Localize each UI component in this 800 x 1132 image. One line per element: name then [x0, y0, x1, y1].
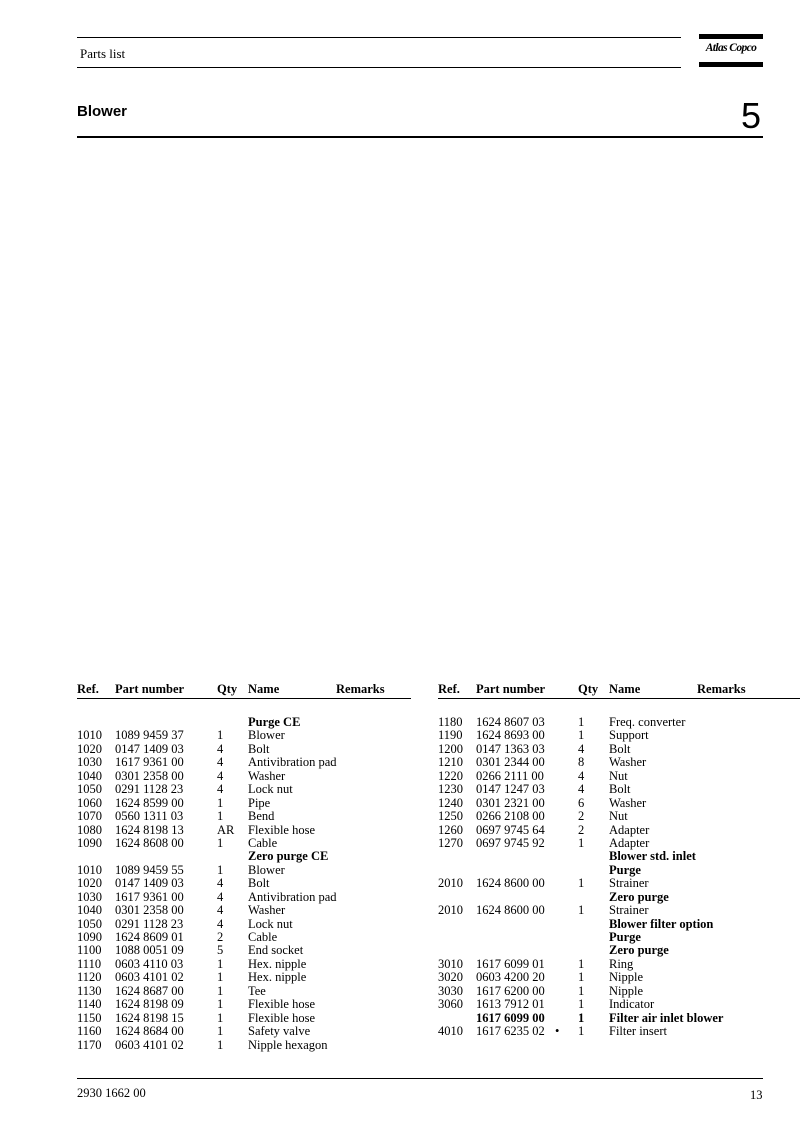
- cell-qty: 4: [217, 903, 224, 918]
- cell-name: Nut: [609, 768, 628, 783]
- cell-qty: 1: [217, 1037, 224, 1052]
- cell-ref: 2010: [438, 903, 463, 918]
- cell-ref: 1260: [438, 822, 463, 837]
- cell-ref: 1090: [77, 930, 102, 944]
- cell-ref: 1150: [77, 1010, 102, 1025]
- cell-ref: 1100: [77, 943, 102, 958]
- col-name-header: Name: [609, 682, 641, 696]
- cell-part-number: 0291 1128 23: [115, 916, 184, 931]
- cell-name: Antivibration pad: [248, 889, 337, 904]
- cell-ref: 1250: [438, 809, 463, 824]
- table-row: [77, 864, 411, 877]
- cell-part-number: 1624 8198 09: [115, 997, 184, 1012]
- table-row: [77, 837, 411, 850]
- cell-name: Filter insert: [609, 1024, 667, 1039]
- table-row: [438, 783, 800, 796]
- cell-ref: 1240: [438, 795, 463, 810]
- cell-ref: 1200: [438, 741, 463, 756]
- cell-part-number: 1624 8198 15: [115, 1010, 184, 1025]
- table-row: [77, 716, 411, 729]
- col-name-header: Name: [248, 682, 280, 696]
- cell-part-number: 1624 8600 00: [476, 903, 545, 918]
- cell-ref: 1120: [77, 970, 102, 985]
- cell-ref: 1270: [438, 835, 463, 850]
- cell-part-number: 0147 1247 03: [476, 782, 545, 797]
- cell-part-number: 1617 6235 02: [476, 1024, 545, 1039]
- table-row: [77, 743, 411, 756]
- cell-part-number: 1613 7912 01: [476, 997, 545, 1012]
- cell-name: Lock nut: [248, 916, 293, 931]
- col-remarks-header: Remarks: [336, 682, 385, 696]
- col-ref-header: Ref.: [438, 682, 460, 696]
- cell-name: Indicator: [609, 997, 655, 1012]
- cell-part-number: 1617 9361 00: [115, 755, 184, 770]
- cell-part-number: 0603 4101 02: [115, 1037, 184, 1052]
- cell-part-number: 1088 0051 09: [115, 943, 184, 958]
- cell-name: Nipple: [609, 983, 644, 998]
- table-row: [438, 931, 800, 944]
- cell-part-number: 0291 1128 23: [115, 782, 184, 797]
- table-row: [77, 944, 411, 957]
- table-row: [77, 756, 411, 769]
- cell-part-number: 1624 8609 01: [115, 930, 184, 944]
- table-row: [77, 958, 411, 971]
- cell-marker: •: [555, 1024, 560, 1039]
- cell-ref: 1160: [77, 1024, 102, 1039]
- cell-name: Flexible hose: [248, 997, 316, 1012]
- header-title: Parts list: [80, 46, 126, 61]
- table-row: [438, 944, 800, 957]
- cell-part-number: 0301 2344 00: [476, 755, 545, 770]
- cell-ref: 1040: [77, 768, 102, 783]
- footer-rule: [77, 1078, 763, 1079]
- table-row: [77, 918, 411, 931]
- cell-name: Purge: [609, 930, 641, 944]
- table-body: [77, 716, 411, 1052]
- table-row: [438, 985, 800, 998]
- table-row: [438, 743, 800, 756]
- cell-part-number: 0301 2358 00: [115, 903, 184, 918]
- cell-name: Bolt: [609, 782, 631, 797]
- cell-name: Support: [609, 728, 649, 743]
- table-row: [77, 985, 411, 998]
- cell-name: Washer: [609, 795, 647, 810]
- table-row: [77, 783, 411, 796]
- cell-ref: 1020: [77, 741, 102, 756]
- cell-name: Pipe: [248, 795, 271, 810]
- cell-part-number: 0603 4101 02: [115, 970, 184, 985]
- cell-name: Flexible hose: [248, 1010, 316, 1025]
- parts-table-right: [438, 682, 800, 1039]
- table-row: [438, 864, 800, 877]
- cell-qty: 1: [578, 956, 585, 971]
- cell-qty: 6: [578, 795, 585, 810]
- cell-name: Zero purge: [609, 889, 669, 904]
- cell-qty: 1: [217, 997, 224, 1012]
- cell-name: Strainer: [609, 903, 649, 918]
- header-rule-bottom: [77, 67, 681, 68]
- table-row: [77, 877, 411, 890]
- cell-part-number: 0147 1363 03: [476, 741, 545, 756]
- cell-ref: 1050: [77, 916, 102, 931]
- cell-qty: 1: [578, 1024, 585, 1039]
- cell-part-number: 0697 9745 64: [476, 822, 545, 837]
- cell-name: Bolt: [248, 741, 270, 756]
- cell-qty: 1: [578, 983, 585, 998]
- cell-name: Bolt: [248, 876, 270, 891]
- cell-qty: 1: [217, 809, 224, 824]
- cell-name: End socket: [248, 943, 304, 958]
- cell-name: Cable: [248, 835, 278, 850]
- table-row: [438, 716, 800, 729]
- table-row: [77, 810, 411, 823]
- cell-ref: 2010: [438, 876, 463, 891]
- cell-qty: 4: [217, 755, 224, 770]
- cell-part-number: 0147 1409 03: [115, 741, 184, 756]
- cell-qty: 1: [217, 862, 224, 877]
- cell-part-number: 1089 9459 55: [115, 862, 184, 877]
- col-part-number-header: Part number: [476, 682, 546, 696]
- cell-name: Washer: [609, 755, 647, 770]
- cell-ref: 1110: [77, 956, 102, 971]
- table-row: [438, 810, 800, 823]
- table-row: [77, 850, 411, 863]
- cell-qty: 4: [217, 876, 224, 891]
- cell-qty: 8: [578, 755, 585, 770]
- table-row: [77, 824, 411, 837]
- cell-name: Freq. converter: [609, 715, 686, 729]
- table-row: [438, 1025, 800, 1038]
- table-row: [77, 770, 411, 783]
- table-row: [438, 958, 800, 971]
- table-row: [438, 729, 800, 742]
- cell-part-number: 0147 1409 03: [115, 876, 184, 891]
- cell-name: Washer: [248, 903, 286, 918]
- cell-part-number: 1624 8687 00: [115, 983, 184, 998]
- cell-ref: 1130: [77, 983, 102, 998]
- cell-name: Antivibration pad: [248, 755, 337, 770]
- cell-qty: 1: [217, 795, 224, 810]
- table-row: [438, 891, 800, 904]
- cell-ref: 1220: [438, 768, 463, 783]
- table-row: [438, 837, 800, 850]
- table-row: [77, 1025, 411, 1038]
- cell-qty: 1: [578, 835, 585, 850]
- cell-qty: 1: [578, 715, 585, 729]
- cell-part-number: 1089 9459 37: [115, 728, 184, 743]
- cell-part-number: 0266 2108 00: [476, 809, 545, 824]
- cell-qty: 1: [578, 903, 585, 918]
- cell-qty: 1: [217, 728, 224, 743]
- cell-name: Zero purge: [609, 943, 669, 958]
- cell-part-number: 1624 8599 00: [115, 795, 184, 810]
- cell-part-number: 0603 4200 20: [476, 970, 545, 985]
- table-row: [77, 1012, 411, 1025]
- cell-ref: 1040: [77, 903, 102, 918]
- atlas-copco-logo: [699, 34, 763, 68]
- table-row: [77, 891, 411, 904]
- cell-name: Lock nut: [248, 782, 293, 797]
- cell-qty: 1: [578, 1010, 585, 1025]
- table-row: [438, 918, 800, 931]
- cell-qty: 1: [217, 970, 224, 985]
- table-header: [77, 682, 411, 699]
- cell-ref: 3030: [438, 983, 463, 998]
- cell-ref: 1010: [77, 862, 102, 877]
- table-row: [438, 904, 800, 917]
- cell-ref: 3060: [438, 997, 463, 1012]
- cell-qty: 4: [217, 782, 224, 797]
- table-row: [77, 904, 411, 917]
- cell-name: Blower filter option: [609, 916, 714, 931]
- cell-part-number: 0301 2321 00: [476, 795, 545, 810]
- cell-qty: 2: [578, 822, 585, 837]
- cell-qty: 4: [578, 741, 585, 756]
- table-row: [438, 770, 800, 783]
- cell-qty: 1: [217, 835, 224, 850]
- table-row: [438, 998, 800, 1011]
- cell-part-number: 1617 6099 01: [476, 956, 545, 971]
- cell-qty: 1: [578, 970, 585, 985]
- cell-qty: 1: [578, 997, 585, 1012]
- cell-part-number: 0301 2358 00: [115, 768, 184, 783]
- cell-qty: 4: [217, 741, 224, 756]
- cell-name: Flexible hose: [248, 822, 316, 837]
- cell-qty: 4: [217, 916, 224, 931]
- cell-part-number: 1624 8600 00: [476, 876, 545, 891]
- table-row: [77, 1039, 411, 1052]
- cell-name: Hex. nipple: [248, 956, 307, 971]
- cell-qty: 4: [578, 768, 585, 783]
- cell-name: Bend: [248, 809, 275, 824]
- cell-name: Blower: [248, 862, 285, 877]
- cell-qty: 1: [217, 1010, 224, 1025]
- cell-qty: 4: [217, 768, 224, 783]
- cell-name: Purge: [609, 862, 641, 877]
- cell-part-number: 1617 9361 00: [115, 889, 184, 904]
- cell-part-number: 0560 1311 03: [115, 809, 184, 824]
- cell-name: Washer: [248, 768, 286, 783]
- cell-part-number: 0697 9745 92: [476, 835, 545, 850]
- page-number: 13: [750, 1088, 763, 1102]
- cell-name: Nipple hexagon: [248, 1037, 328, 1052]
- logo-bar-bottom: [699, 62, 763, 67]
- cell-name: Adapter: [609, 835, 650, 850]
- logo-bar-top: [699, 34, 763, 39]
- cell-ref: 1180: [438, 715, 463, 729]
- col-part-number-header: Part number: [115, 682, 185, 696]
- cell-qty: 2: [578, 809, 585, 824]
- cell-ref: 1030: [77, 755, 102, 770]
- cell-part-number: 1624 8608 00: [115, 835, 184, 850]
- cell-ref: 1060: [77, 795, 102, 810]
- cell-ref: 1140: [77, 997, 102, 1012]
- logo-wordmark: Atlas Copco: [705, 42, 757, 54]
- cell-name: Filter air inlet blower: [609, 1010, 724, 1025]
- cell-name: Hex. nipple: [248, 970, 307, 985]
- cell-ref: 1170: [77, 1037, 102, 1052]
- table-row: [77, 931, 411, 944]
- cell-qty: AR: [217, 822, 235, 837]
- table-row: [438, 971, 800, 984]
- table-row: [438, 824, 800, 837]
- cell-qty: 1: [578, 876, 585, 891]
- cell-qty: 1: [217, 1024, 224, 1039]
- cell-qty: 4: [217, 889, 224, 904]
- cell-qty: 1: [217, 983, 224, 998]
- cell-ref: 1210: [438, 755, 463, 770]
- cell-qty: 2: [217, 930, 224, 944]
- table-row: [77, 998, 411, 1011]
- cell-name: Ring: [609, 956, 634, 971]
- table-body: [438, 716, 800, 1039]
- cell-name: Zero purge CE: [248, 849, 329, 864]
- table-row: [438, 1012, 800, 1025]
- cell-part-number: 1624 8693 00: [476, 728, 545, 743]
- cell-ref: 1030: [77, 889, 102, 904]
- section-number: 5: [741, 95, 762, 136]
- table-row: [438, 850, 800, 863]
- cell-name: Blower: [248, 728, 285, 743]
- table-row: [77, 971, 411, 984]
- cell-name: Bolt: [609, 741, 631, 756]
- cell-name: Safety valve: [248, 1024, 311, 1039]
- cell-qty: 1: [578, 728, 585, 743]
- cell-name: Cable: [248, 930, 278, 944]
- table-row: [438, 756, 800, 769]
- cell-ref: 1010: [77, 728, 102, 743]
- cell-name: Blower std. inlet: [609, 849, 696, 864]
- table-row: [77, 797, 411, 810]
- parts-table-left: [77, 682, 411, 1052]
- table-header: [438, 682, 800, 699]
- table-row: [438, 877, 800, 890]
- cell-ref: 3020: [438, 970, 463, 985]
- col-qty-header: Qty: [578, 682, 599, 696]
- cell-part-number: 0266 2111 00: [476, 768, 544, 783]
- col-remarks-header: Remarks: [697, 682, 746, 696]
- col-ref-header: Ref.: [77, 682, 99, 696]
- cell-ref: 3010: [438, 956, 463, 971]
- cell-part-number: 1624 8607 03: [476, 715, 545, 729]
- cell-name: Nut: [609, 809, 628, 824]
- cell-ref: 4010: [438, 1024, 463, 1039]
- cell-name: Nipple: [609, 970, 644, 985]
- cell-ref: 1090: [77, 835, 102, 850]
- cell-name: Strainer: [609, 876, 649, 891]
- cell-part-number: 0603 4110 03: [115, 956, 184, 971]
- section-title: Blower: [77, 103, 128, 120]
- cell-qty: 4: [578, 782, 585, 797]
- cell-part-number: 1624 8684 00: [115, 1024, 184, 1039]
- cell-name: Tee: [248, 983, 266, 998]
- cell-part-number: 1617 6099 00: [476, 1010, 545, 1025]
- cell-qty: 5: [217, 943, 224, 958]
- cell-part-number: 1617 6200 00: [476, 983, 545, 998]
- table-row: [77, 729, 411, 742]
- cell-ref: 1070: [77, 809, 102, 824]
- cell-qty: 1: [217, 956, 224, 971]
- cell-ref: 1190: [438, 728, 463, 743]
- table-row: [438, 797, 800, 810]
- col-qty-header: Qty: [217, 682, 238, 696]
- cell-name: Purge CE: [248, 715, 301, 729]
- cell-ref: 1020: [77, 876, 102, 891]
- header-rule-top: [77, 37, 681, 38]
- cell-ref: 1050: [77, 782, 102, 797]
- cell-name: Adapter: [609, 822, 650, 837]
- cell-part-number: 1624 8198 13: [115, 822, 184, 837]
- section-rule: [77, 136, 763, 138]
- document-number: 2930 1662 00: [77, 1086, 146, 1100]
- cell-ref: 1080: [77, 822, 102, 837]
- cell-ref: 1230: [438, 782, 463, 797]
